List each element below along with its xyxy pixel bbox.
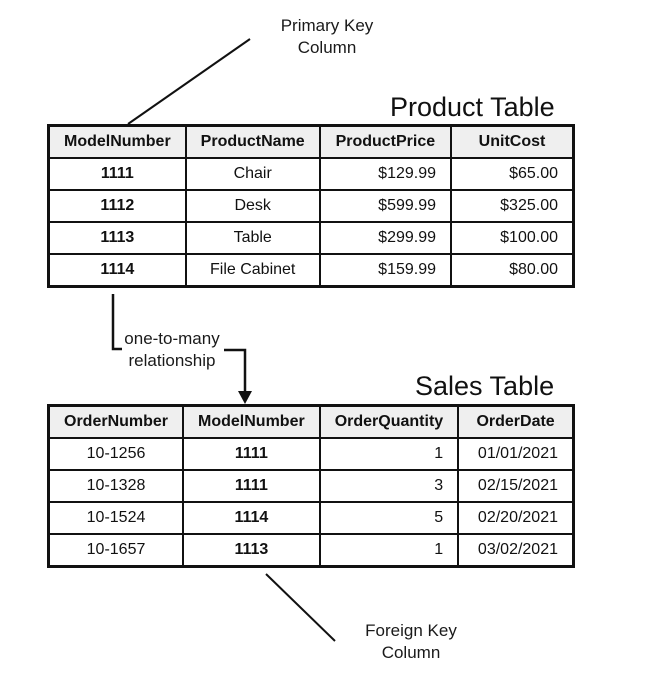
product-table [47, 124, 575, 288]
cell-unit-cost: $100.00 [451, 222, 573, 254]
column-header: OrderNumber [49, 406, 184, 439]
cell-order-quantity: 5 [320, 502, 458, 534]
primary-key-pointer-line [128, 39, 250, 124]
table-row [49, 190, 574, 222]
cell-model-number: 1111 [183, 470, 320, 502]
cell-order-number: 10-1328 [49, 470, 184, 502]
cell-product-name: Table [186, 222, 320, 254]
table-row [49, 222, 574, 254]
cell-model-number: 1113 [183, 534, 320, 567]
cell-model-number: 1111 [49, 158, 186, 190]
table-row [49, 502, 574, 534]
column-header: OrderDate [458, 406, 573, 439]
sales-table-header-row [49, 406, 574, 439]
primary-key-label-line2: Column [297, 38, 357, 57]
table-row [49, 254, 574, 287]
column-header: ProductName [186, 126, 320, 159]
cell-product-name: Desk [186, 190, 320, 222]
cell-order-number: 10-1256 [49, 438, 184, 470]
table-row [49, 158, 574, 190]
column-header: UnitCost [451, 126, 573, 159]
cell-order-date: 03/02/2021 [458, 534, 573, 567]
foreign-key-pointer-line [266, 574, 335, 641]
sales-table [47, 404, 575, 568]
relationship-label [112, 328, 232, 372]
column-header: ProductPrice [320, 126, 451, 159]
cell-order-quantity: 3 [320, 470, 458, 502]
table-row [49, 534, 574, 567]
cell-order-date: 01/01/2021 [458, 438, 573, 470]
cell-product-price: $129.99 [320, 158, 451, 190]
foreign-key-label-line2: Column [381, 643, 441, 662]
sales-table-title: Sales Table [415, 371, 555, 401]
primary-key-label-line1: Primary Key [280, 16, 374, 35]
cell-order-date: 02/15/2021 [458, 470, 573, 502]
cell-product-name: Chair [186, 158, 320, 190]
column-header: ModelNumber [183, 406, 320, 439]
product-table-header-row [49, 126, 574, 159]
foreign-key-label-line1: Foreign Key [365, 621, 457, 640]
cell-model-number: 1112 [49, 190, 186, 222]
relationship-label-line1: one-to-many [124, 329, 220, 348]
cell-order-quantity: 1 [320, 438, 458, 470]
cell-unit-cost: $80.00 [451, 254, 573, 287]
table-row [49, 470, 574, 502]
cell-unit-cost: $65.00 [451, 158, 573, 190]
cell-model-number: 1114 [49, 254, 186, 287]
cell-order-number: 10-1657 [49, 534, 184, 567]
cell-model-number: 1111 [183, 438, 320, 470]
product-table-title: Product Table [390, 92, 555, 122]
relationship-label-line2: relationship [128, 351, 216, 370]
cell-unit-cost: $325.00 [451, 190, 573, 222]
cell-order-date: 02/20/2021 [458, 502, 573, 534]
primary-key-label [262, 15, 392, 59]
cell-model-number: 1113 [49, 222, 186, 254]
column-header: ModelNumber [49, 126, 186, 159]
cell-order-number: 10-1524 [49, 502, 184, 534]
table-row [49, 438, 574, 470]
cell-product-price: $159.99 [320, 254, 451, 287]
column-header: OrderQuantity [320, 406, 458, 439]
cell-order-quantity: 1 [320, 534, 458, 567]
arrowhead-icon [238, 391, 252, 404]
foreign-key-label [346, 620, 476, 664]
cell-product-name: File Cabinet [186, 254, 320, 287]
cell-model-number: 1114 [183, 502, 320, 534]
cell-product-price: $599.99 [320, 190, 451, 222]
cell-product-price: $299.99 [320, 222, 451, 254]
